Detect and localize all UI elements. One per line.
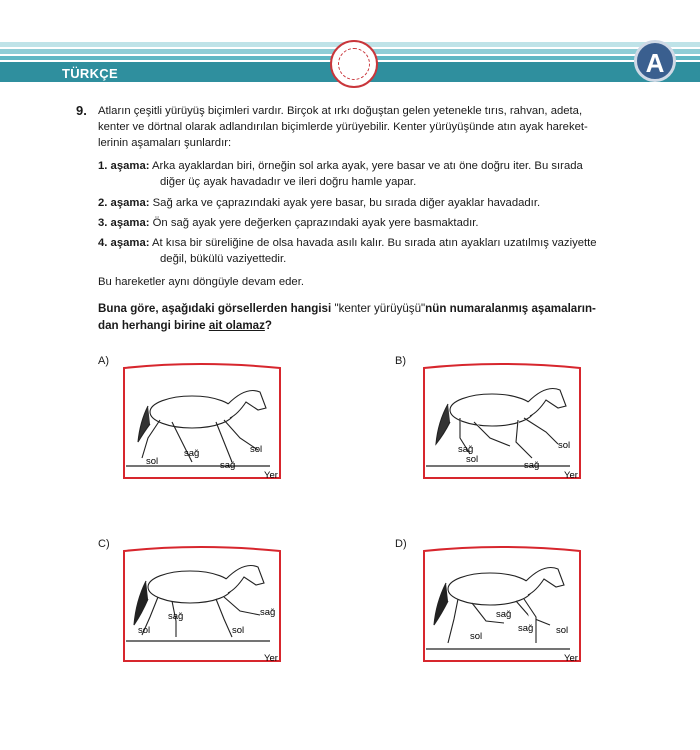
stage-2: 2. aşama: Sağ arka ve çaprazındaki ayak yere basar, bu sırada diğer ayaklar havadadır.: [98, 197, 541, 209]
option-c-letter[interactable]: C): [98, 538, 110, 550]
hoof-label: sağ: [168, 611, 184, 622]
ground-label: Yer: [564, 470, 578, 480]
stage-1: 1. aşama: Arka ayaklardan biri, örneğin sol arka ayak, yere basar ve atı öne doğru iter. Bu sırada diğer üç ayak havadadır ve ileri doğru hamle yapar.: [98, 160, 583, 188]
option-c-image[interactable]: [120, 545, 286, 663]
question-number: 9.: [76, 103, 87, 118]
ground-label: Yer: [264, 470, 278, 480]
hoof-label: sağ: [260, 607, 276, 618]
question-intro: Atların çeşitli yürüyüş biçimleri vardır. Birçok at ırkı doğuştan gelen yetenekle tırıs, rahvan, adeta, kenter ve dörtnal olarak adlandırılan biçimlerde yürüyebilir. Kenter yürüyüşünde atın ayak hareket- lerinin aşamaları şunlardır:: [98, 105, 588, 149]
hoof-label: sol: [232, 625, 245, 636]
ministry-logo: [330, 40, 378, 88]
page-header: [0, 38, 700, 88]
booklet-badge: A: [634, 40, 676, 82]
hoof-label: sol: [556, 625, 569, 636]
hoof-label: sağ: [184, 448, 200, 459]
hoof-label: sol: [138, 625, 151, 636]
question-prompt: Buna göre, aşağıdaki görsellerden hangisi "kenter yürüyüşü"nün numaralanmış aşamaların- dan herhangi birine ait olamaz?: [98, 302, 596, 332]
option-a-letter[interactable]: A): [98, 355, 109, 367]
stage-4: 4. aşama: At kısa bir süreliğine de olsa havada asılı kalır. Bu sırada atın ayakları uzatılmış vaziyette değil, bükülü vaziyettedir.: [98, 237, 597, 265]
hoof-label: sol: [466, 454, 479, 465]
hoof-label: sol: [250, 444, 263, 455]
option-d-image[interactable]: [420, 545, 586, 663]
hoof-label: sağ: [458, 444, 474, 455]
option-b-image[interactable]: [420, 362, 586, 480]
hoof-label: sağ: [220, 460, 236, 471]
option-b-letter[interactable]: B): [395, 355, 406, 367]
hoof-label: sağ: [524, 460, 540, 471]
hoof-label: sağ: [496, 609, 512, 620]
option-d-letter[interactable]: D): [395, 538, 407, 550]
stage-3: 3. aşama: Ön sağ ayak yere değerken çaprazındaki ayak yere basmaktadır.: [98, 217, 479, 229]
hoof-label: sol: [146, 456, 159, 467]
hoof-label: sol: [470, 631, 483, 642]
hoof-label: sol: [558, 440, 571, 451]
ground-label: Yer: [564, 653, 578, 663]
cycle-note: Bu hareketler aynı döngüyle devam eder.: [98, 276, 304, 288]
ground-label: Yer: [264, 653, 278, 663]
hoof-label: sağ: [518, 623, 534, 634]
subject-title: TÜRKÇE: [62, 66, 118, 81]
option-a-image[interactable]: [120, 362, 286, 480]
